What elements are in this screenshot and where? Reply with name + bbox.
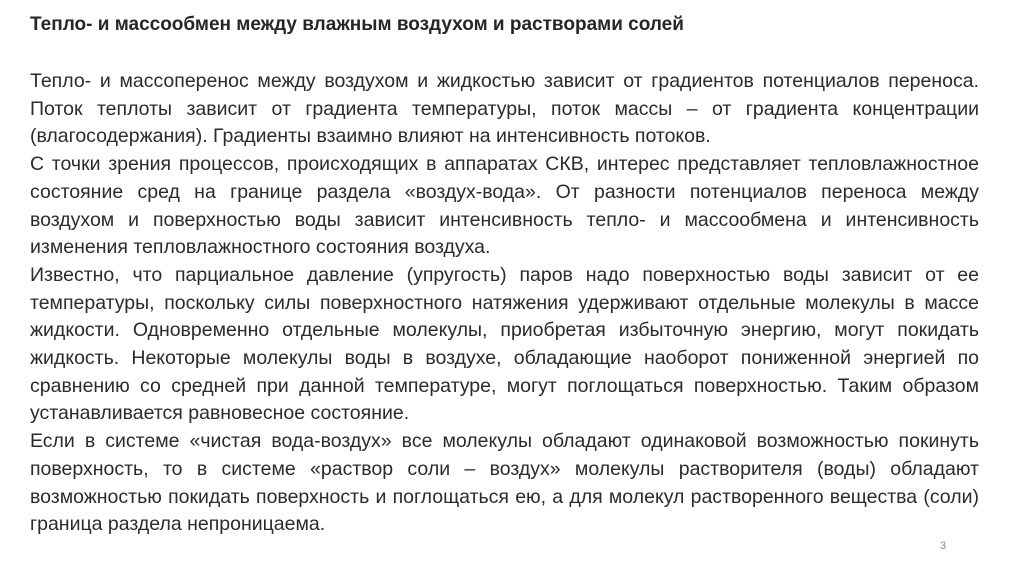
paragraph-1: Тепло- и массоперенос между воздухом и жидкостью зависит от градиентов потенциалов переноса. Поток теплоты зависит от градиента температуры, поток массы – от градиента концентрации (влагосодержания). Градиенты взаимно влияют на интенсивность потоков.: [30, 70, 979, 148]
slide-title: Тепло- и массообмен между влажным воздухом и растворами солей: [30, 14, 684, 35]
paragraph-2: С точки зрения процессов, происходящих в аппаратах СКВ, интерес представляет тепловлажностное состояние сред на границе раздела «воздух-вода». От разности потенциалов переноса между воздухом и поверхностью воды зависит интенсивность тепло- и массообмена и интенсивность изменения тепловлажностного состояния воздуха.: [30, 153, 979, 259]
paragraph-3: Известно, что парциальное давление (упругость) паров надо поверхностью воды зависит от ее температуры, поскольку силы поверхностного натяжения удерживают отдельные молекулы в массе жидкости. Одновременно отдельные молекулы, приобретая избыточную энергию, могут покидать жидкость. Некоторые молекулы воды в воздухе, обладающие наоборот пониженной энергией по сравнению со средней при данной температуре, могут поглощаться поверхностью. Таким образом устанавливается равновесное состояние.: [30, 263, 979, 425]
slide-body: [30, 68, 979, 539]
paragraph-4: Если в системе «чистая вода-воздух» все молекулы обладают одинаковой возможностью покинуть поверхность, то в системе «раствор соли – воздух» молекулы растворителя (воды) обладают возможностью покидать поверхность и поглощаться ею, а для молекул растворенного вещества (соли) граница раздела непроницаема.: [30, 430, 979, 536]
page-number: 3: [940, 540, 947, 552]
